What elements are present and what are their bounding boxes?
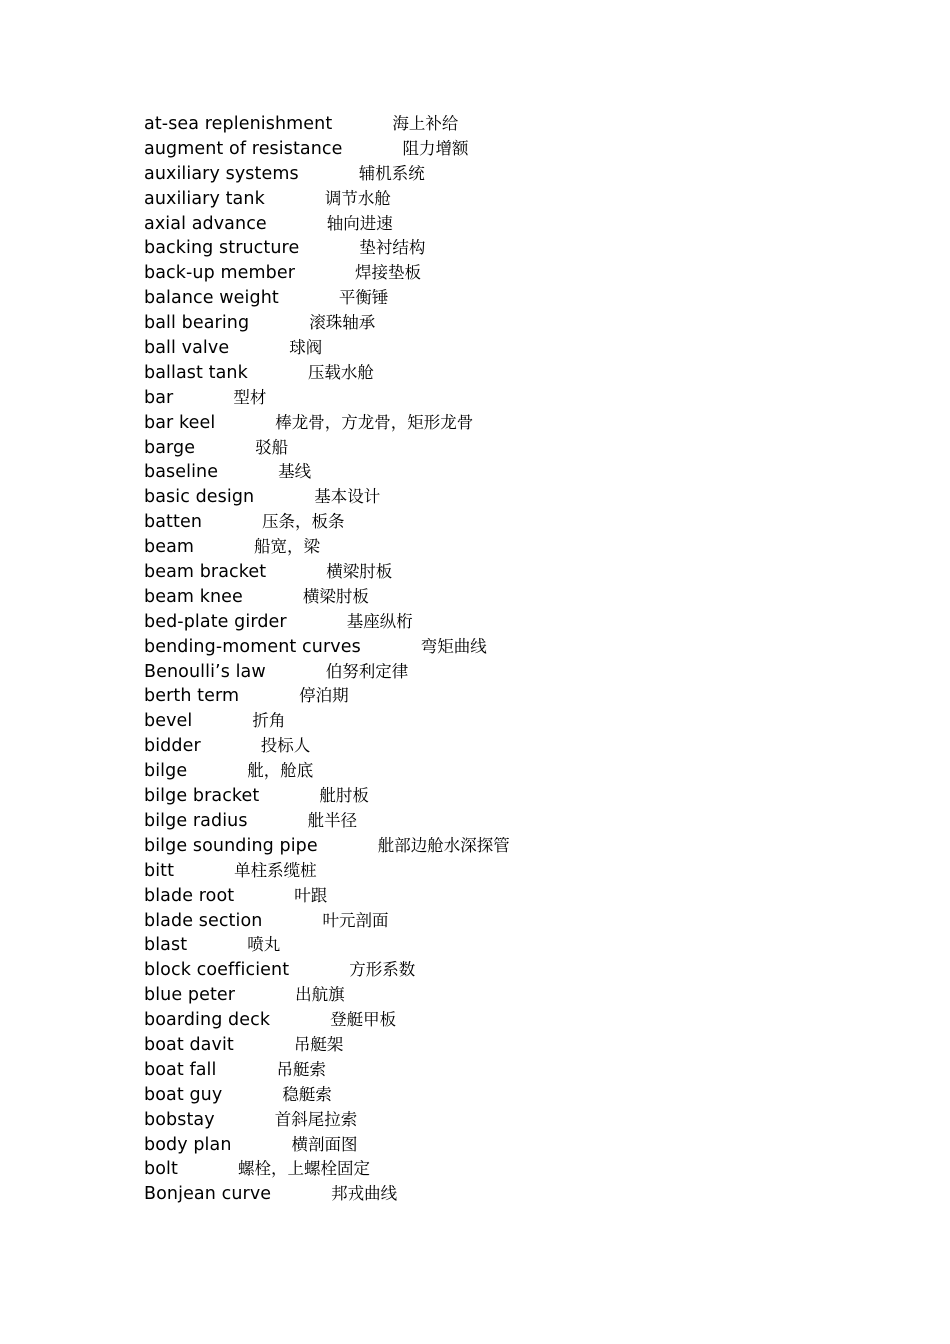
english-term: boat davit xyxy=(144,1034,234,1055)
chinese-translation: 叶元剖面 xyxy=(322,910,389,930)
chinese-translation: 压载水舱 xyxy=(307,362,374,382)
english-term: auxiliary tank xyxy=(144,188,265,209)
english-term: baseline xyxy=(144,462,219,483)
chinese-translation: 横梁肘板 xyxy=(326,562,393,582)
glossary-entry xyxy=(144,709,510,734)
chinese-translation: 平衡锤 xyxy=(338,288,389,308)
english-term: basic design xyxy=(144,487,255,508)
chinese-translation: 吊艇索 xyxy=(276,1059,326,1079)
glossary-entry xyxy=(144,560,510,585)
glossary-entry xyxy=(144,734,510,759)
glossary-entry xyxy=(144,759,510,784)
english-term: barge xyxy=(144,437,196,458)
english-term: ball bearing xyxy=(144,313,250,334)
chinese-translation: 折角 xyxy=(252,711,286,731)
chinese-translation: 球阀 xyxy=(289,338,323,358)
english-term: at-sea replenishment xyxy=(144,114,333,134)
english-term: blade root xyxy=(144,885,235,906)
english-term: bitt xyxy=(144,860,175,881)
chinese-translation: 舭肘板 xyxy=(319,786,369,806)
english-term: bolt xyxy=(144,1159,178,1180)
english-term: berth term xyxy=(144,686,240,707)
chinese-translation: 辅机系统 xyxy=(358,163,425,183)
glossary-entry xyxy=(144,112,510,137)
english-term: auxiliary systems xyxy=(144,163,299,184)
english-term: Bonjean curve xyxy=(144,1184,272,1205)
chinese-translation: 船宽，梁 xyxy=(254,537,321,557)
glossary-entry xyxy=(144,460,510,485)
glossary-entry xyxy=(144,1033,510,1058)
glossary-entry xyxy=(144,436,510,461)
glossary-entry xyxy=(144,635,510,660)
chinese-translation: 基线 xyxy=(278,462,312,482)
glossary-entry xyxy=(144,286,510,311)
chinese-translation: 弯矩曲线 xyxy=(420,636,487,656)
chinese-translation: 舭半径 xyxy=(307,810,358,830)
chinese-translation: 停泊期 xyxy=(299,686,349,706)
english-term: axial advance xyxy=(144,213,267,234)
glossary-entry xyxy=(144,859,510,884)
glossary-entry xyxy=(144,386,510,411)
chinese-translation: 轴向进速 xyxy=(326,213,393,233)
glossary-entry xyxy=(144,212,510,237)
english-term: bilge sounding pipe xyxy=(144,835,318,856)
chinese-translation: 喷丸 xyxy=(247,935,281,955)
english-term: blade section xyxy=(144,910,263,931)
chinese-translation: 滚珠轴承 xyxy=(309,313,376,333)
english-term: block coefficient xyxy=(144,960,290,981)
chinese-translation: 稳艇索 xyxy=(282,1084,332,1104)
english-term: ballast tank xyxy=(144,362,248,383)
chinese-translation: 垫衬结构 xyxy=(359,238,426,258)
chinese-translation: 驳船 xyxy=(255,437,289,457)
english-term: beam xyxy=(144,537,195,558)
glossary-entry xyxy=(144,311,510,336)
glossary-entry xyxy=(144,884,510,909)
english-term: bilge xyxy=(144,761,188,782)
english-term: blast xyxy=(144,935,188,956)
glossary-entry xyxy=(144,137,510,162)
english-term: bed-plate girder xyxy=(144,611,287,632)
english-term: bending-moment curves xyxy=(144,636,361,657)
english-term: ball valve xyxy=(144,338,230,359)
chinese-translation: 方形系数 xyxy=(349,960,416,980)
chinese-translation: 叶跟 xyxy=(294,885,328,905)
chinese-translation: 出航旗 xyxy=(295,985,345,1005)
glossary-entry xyxy=(144,660,510,685)
english-term: bar xyxy=(144,387,174,408)
glossary-entry xyxy=(144,1157,510,1182)
english-term: bidder xyxy=(144,736,201,757)
english-term: bar keel xyxy=(144,412,216,433)
glossary-entry xyxy=(144,1083,510,1108)
glossary-entry xyxy=(144,610,510,635)
english-term: bilge radius xyxy=(144,810,248,831)
chinese-translation: 调节水舱 xyxy=(324,188,391,208)
english-term: blue peter xyxy=(144,985,236,1006)
english-term: back-up member xyxy=(144,263,295,284)
glossary-entry xyxy=(144,187,510,212)
chinese-translation: 型材 xyxy=(233,387,267,407)
glossary-entry xyxy=(144,784,510,809)
english-term: boat guy xyxy=(144,1084,223,1105)
glossary-entry xyxy=(144,585,510,610)
glossary-entry xyxy=(144,411,510,436)
english-term: bevel xyxy=(144,711,193,732)
glossary-entry xyxy=(144,684,510,709)
chinese-translation: 阻力增额 xyxy=(402,138,469,158)
glossary-entry xyxy=(144,361,510,386)
chinese-translation: 投标人 xyxy=(260,736,311,756)
english-term: batten xyxy=(144,512,203,533)
glossary-entry xyxy=(144,909,510,934)
glossary-entry xyxy=(144,1108,510,1133)
glossary-entry xyxy=(144,983,510,1008)
glossary-entry xyxy=(144,834,510,859)
chinese-translation: 基本设计 xyxy=(314,487,381,507)
chinese-translation: 吊艇架 xyxy=(293,1034,344,1054)
english-term: body plan xyxy=(144,1134,232,1155)
glossary-entry xyxy=(144,336,510,361)
glossary-entry xyxy=(144,958,510,983)
chinese-translation: 舭，舱底 xyxy=(247,761,314,781)
english-term: bobstay xyxy=(144,1109,215,1130)
glossary-entry xyxy=(144,809,510,834)
chinese-translation: 螺栓，上螺栓固定 xyxy=(237,1159,370,1179)
glossary-entry xyxy=(144,261,510,286)
english-term: boat fall xyxy=(144,1059,217,1080)
chinese-translation: 基座纵桁 xyxy=(346,611,413,631)
glossary-entry xyxy=(144,535,510,560)
english-term: beam bracket xyxy=(144,562,267,583)
chinese-translation: 横剖面图 xyxy=(291,1134,358,1154)
chinese-translation: 压条，板条 xyxy=(262,512,345,532)
english-term: boarding deck xyxy=(144,1010,271,1031)
chinese-translation: 首斜尾拉索 xyxy=(274,1109,358,1129)
glossary-entry xyxy=(144,162,510,187)
chinese-translation: 舭部边舱水深探管 xyxy=(377,835,510,855)
chinese-translation: 登艇甲板 xyxy=(330,1010,397,1030)
glossary-entry xyxy=(144,1182,510,1207)
english-term: backing structure xyxy=(144,238,300,259)
glossary-entry xyxy=(144,485,510,510)
chinese-translation: 焊接垫板 xyxy=(355,263,421,283)
chinese-translation: 横梁肘板 xyxy=(302,586,369,606)
chinese-translation: 海上补给 xyxy=(392,114,459,133)
glossary-list xyxy=(144,112,510,1207)
english-term: balance weight xyxy=(144,288,279,309)
chinese-translation: 棒龙骨，方龙骨，矩形龙骨 xyxy=(275,412,474,432)
glossary-entry xyxy=(144,1058,510,1083)
english-term: Benoulli’s law xyxy=(144,661,266,682)
english-term: augment of resistance xyxy=(144,138,343,159)
english-term: bilge bracket xyxy=(144,786,260,807)
glossary-entry xyxy=(144,933,510,958)
english-term: beam knee xyxy=(144,586,243,607)
glossary-entry xyxy=(144,1133,510,1158)
glossary-entry xyxy=(144,1008,510,1033)
chinese-translation: 伯努利定律 xyxy=(325,661,409,681)
glossary-entry xyxy=(144,510,510,535)
glossary-entry xyxy=(144,236,510,261)
chinese-translation: 单柱系缆桩 xyxy=(234,860,317,880)
chinese-translation: 邦戎曲线 xyxy=(331,1184,398,1204)
